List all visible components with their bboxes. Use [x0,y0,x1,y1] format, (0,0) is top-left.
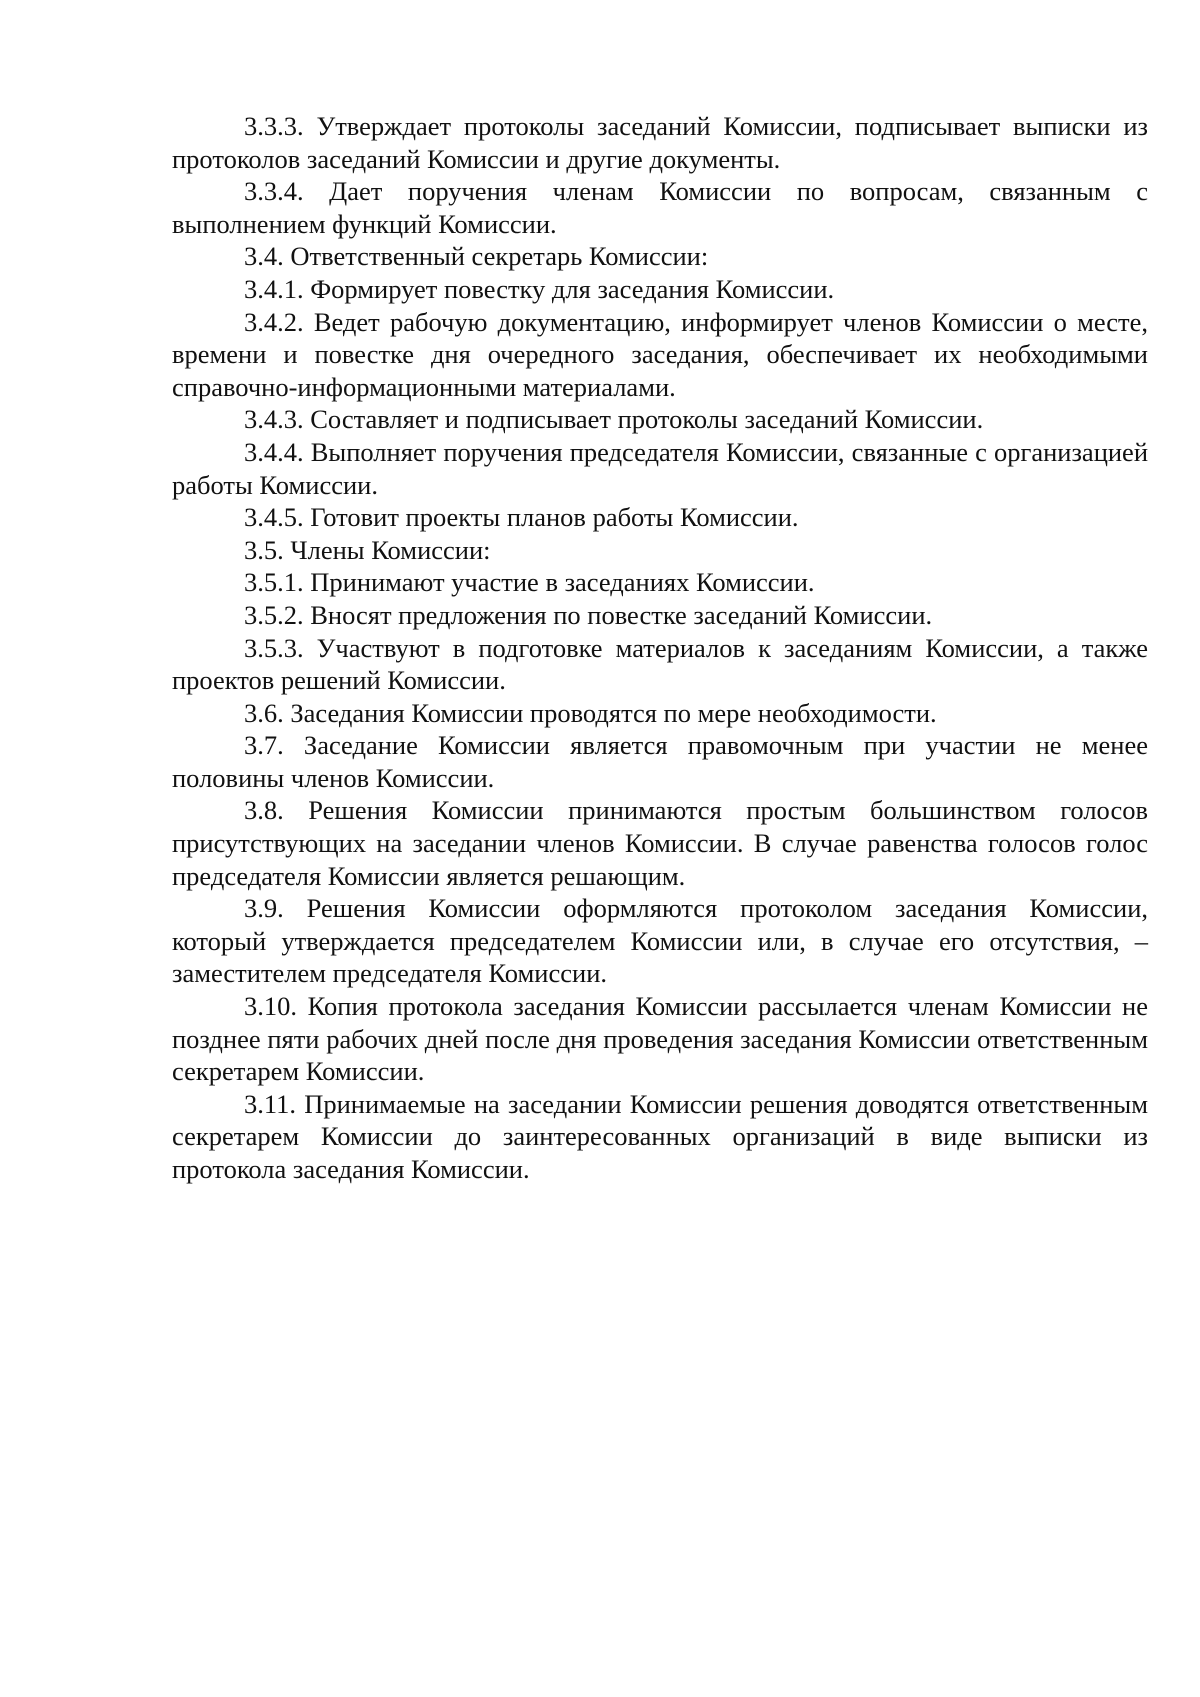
paragraph-3-3-3: 3.3.3. Утверждает протоколы заседаний Комиссии, подписывает выписки из протоколов заседаний Комиссии и другие документы. [172,111,1148,174]
paragraph-3-4-1: 3.4.1. Формирует повестку для заседания Комиссии. [244,273,835,304]
paragraph-3-5-3: 3.5.3. Участвуют в подготовке материалов к заседаниям Комиссии, а также проектов решений Комиссии. [172,632,1148,696]
document-page [172,110,1148,1186]
paragraph-3-4-4: 3.4.4. Выполняет поручения председателя Комиссии, связанные с организацией работы Комиссии. [172,436,1148,500]
paragraph-3-5-1: 3.5.1. Принимают участие в заседаниях Комиссии. [244,567,815,598]
paragraph-3-8: 3.8. Решения Комиссии принимаются простым большинством голосов присутствующих на заседании членов Комиссии. В случае равенства голосов голос председателя Комиссии является решающим. [172,795,1148,891]
paragraph-3-4-2: 3.4.2. Ведет рабочую документацию, информирует членов Комиссии о месте, времени и повестке дня очередного заседания, обеспечивает их необходимыми справочно-информационными материалами. [172,306,1148,402]
paragraph-3-7: 3.7. Заседание Комиссии является правомочным при участии не менее половины членов Комиссии. [172,730,1148,793]
paragraph-3-10: 3.10. Копия протокола заседания Комиссии рассылается членам Комиссии не позднее пяти рабочих дней после дня проведения заседания Комиссии ответственным секретарем Комиссии. [172,991,1148,1087]
paragraph-3-5-2: 3.5.2. Вносят предложения по повестке заседаний Комиссии. [244,599,933,630]
paragraph-3-4-5: 3.4.5. Готовит проекты планов работы Комиссии. [244,502,799,533]
paragraph-3-5: 3.5. Члены Комиссии: [244,534,491,565]
paragraph-3-4: 3.4. Ответственный секретарь Комиссии: [244,241,709,272]
paragraph-3-6: 3.6. Заседания Комиссии проводятся по мере необходимости. [244,697,937,728]
paragraph-3-4-3: 3.4.3. Составляет и подписывает протоколы заседаний Комиссии. [244,404,984,435]
paragraph-3-11: 3.11. Принимаемые на заседании Комиссии решения доводятся ответственным секретарем Комиссии до заинтересованных организаций в виде выписки из протокола заседания Комиссии. [172,1088,1148,1184]
paragraph-3-3-4: 3.3.4. Дает поручения членам Комиссии по вопросам, связанным с выполнением функций Комиссии. [172,176,1148,239]
paragraph-3-9: 3.9. Решения Комиссии оформляются протоколом заседания Комиссии, который утверждается председателем Комиссии или, в случае его отсутствия, – заместителем председателя Комиссии. [172,893,1148,989]
